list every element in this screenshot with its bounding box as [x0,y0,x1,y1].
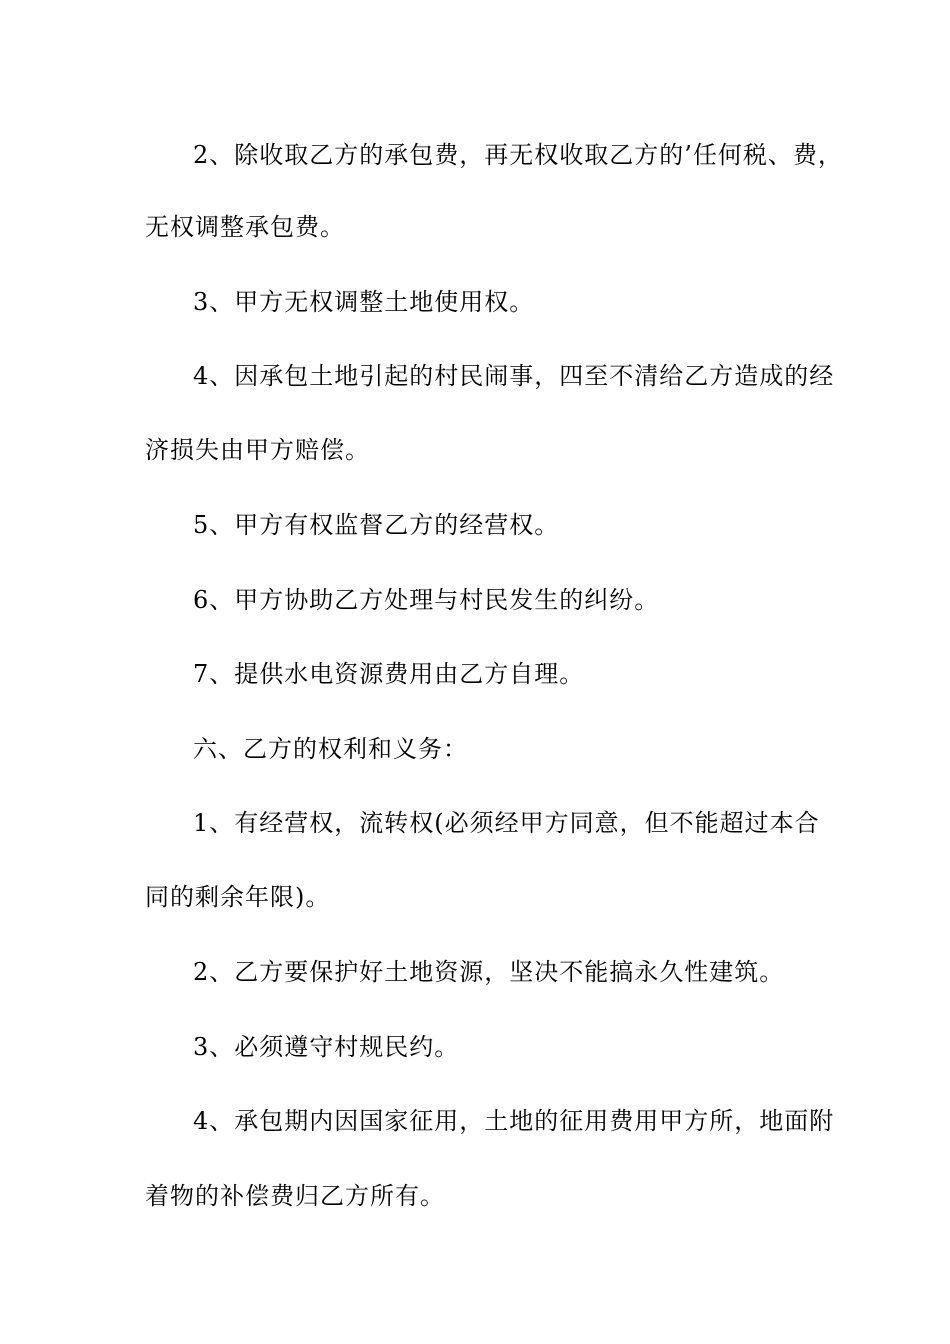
paragraph-line: 着物的补偿费归乙方所有。 [145,1182,445,1210]
paragraph-line: 2、乙方要保护好土地资源，坚决不能搞永久性建筑。 [193,958,785,986]
paragraph-line: 济损失由甲方赔偿。 [145,436,370,464]
paragraph-line: 无权调整承包费。 [145,213,345,241]
paragraph-line: 同的剩余年限)。 [145,883,331,911]
paragraph-line: 4、承包期内因国家征用，土地的征用费用甲方所，地面附 [193,1107,835,1135]
paragraph-line: 1、有经营权，流转权(必须经甲方同意，但不能超过本合 [193,809,820,837]
paragraph-line: 2、除收取乙方的承包费，再无权收取乙方的’任何税、费， [193,141,843,169]
paragraph-line: 5、甲方有权监督乙方的经营权。 [193,511,560,539]
paragraph-line: 7、提供水电资源费用由乙方自理。 [193,660,585,688]
section-heading: 六、乙方的权利和义务： [193,735,468,763]
paragraph-line: 6、甲方协助乙方处理与村民发生的纠纷。 [193,586,660,614]
paragraph-line: 3、必须遵守村规民约。 [193,1033,460,1061]
paragraph-line: 3、甲方无权调整土地使用权。 [193,288,535,316]
paragraph-line: 4、因承包土地引起的村民闹事，四至不清给乙方造成的经 [193,362,835,390]
